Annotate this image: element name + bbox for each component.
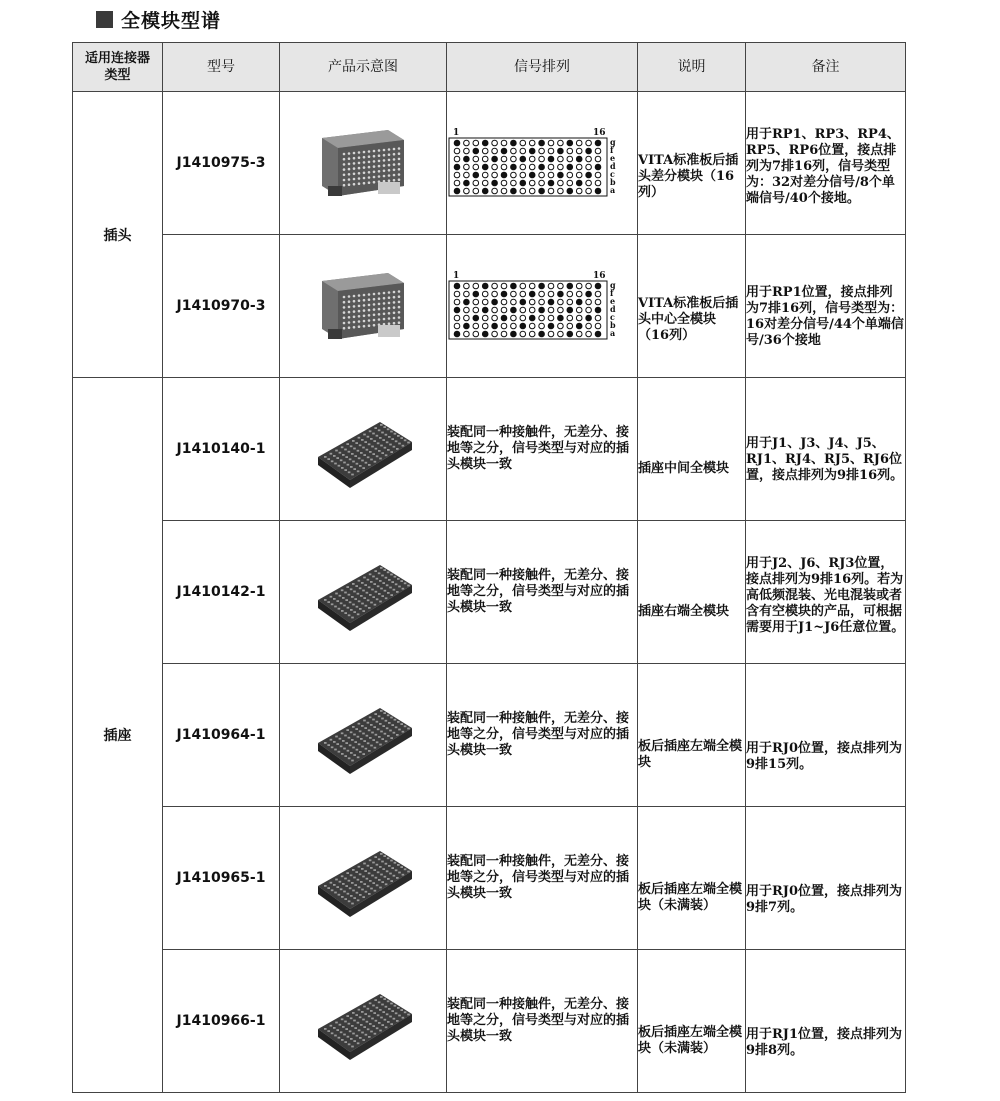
header-signal: 信号排列 — [447, 43, 638, 92]
description-text: 板后插座左端全模块 — [638, 739, 743, 770]
note-cell — [746, 807, 906, 950]
model-cell — [163, 521, 280, 664]
description-cell — [638, 378, 746, 521]
signal-description: 装配同一种接触件，无差分、接地等之分，信号类型与对应的插头模块一致 — [447, 854, 630, 901]
pinout-row-label: f — [610, 288, 614, 298]
note-cell — [746, 521, 906, 664]
model-number: J1410965-1 — [176, 870, 266, 886]
connector-type-label: 插座 — [103, 728, 132, 744]
description-text: VITA标准板后插头中心全模块（16列） — [638, 296, 739, 343]
pinout-row-label: b — [610, 320, 616, 330]
signal-cell — [447, 664, 638, 807]
plug-connector-icon — [308, 116, 418, 211]
note-text: 用于RP1、RP3、RP4、RP5、RP6位置，接点排列为7排16列，信号类型为：32对差分信号/8个单端信号/40个接地。 — [746, 127, 900, 206]
note-cell — [746, 235, 906, 378]
note-cell — [746, 950, 906, 1093]
table-row — [73, 950, 906, 1093]
pinout-col-start-label: 1 — [453, 271, 460, 281]
pinout-row-label: a — [610, 185, 616, 195]
pinout-row-label: c — [610, 169, 615, 179]
description-cell — [638, 950, 746, 1093]
pinout-row-label: c — [610, 312, 615, 322]
header-desc: 说明 — [638, 43, 746, 92]
signal-pinout-diagram — [447, 269, 623, 343]
description-text: 插座中间全模块 — [638, 461, 730, 476]
pinout-row-label: e — [610, 296, 616, 306]
socket-module-icon — [308, 831, 418, 926]
header-note: 备注 — [746, 43, 906, 92]
pinout-col-end-label: 16 — [593, 128, 606, 138]
model-number: J1410966-1 — [176, 1013, 266, 1029]
pinout-col-start-label: 1 — [453, 128, 460, 138]
model-cell — [163, 92, 280, 235]
note-cell — [746, 378, 906, 521]
note-cell — [746, 92, 906, 235]
signal-cell — [447, 378, 638, 521]
module-catalog-table — [72, 42, 906, 1093]
model-cell — [163, 950, 280, 1093]
model-cell — [163, 664, 280, 807]
table-row — [73, 92, 906, 235]
header-model: 型号 — [163, 43, 280, 92]
signal-cell — [447, 235, 638, 378]
signal-cell — [447, 950, 638, 1093]
model-cell — [163, 807, 280, 950]
description-cell — [638, 235, 746, 378]
table-row — [73, 807, 906, 950]
model-number: J1410970-3 — [176, 298, 266, 314]
socket-module-icon — [308, 402, 418, 497]
note-text: 用于J2、J6、RJ3位置，接点排列为9排16列。若为高低频混装、光电混装或者含有空模块的产品，可根据需要用于J1~J6任意位置。 — [746, 556, 905, 635]
table-row — [73, 664, 906, 807]
note-text: 用于RP1位置，接点排列为7排16列，信号类型为：16对差分信号/44个单端信号/36个接地 — [746, 285, 904, 348]
pinout-row-label: a — [610, 328, 616, 338]
product-image-cell — [280, 235, 447, 378]
pinout-row-label: f — [610, 145, 614, 155]
section-title: 全模块型谱 — [121, 9, 222, 32]
signal-description: 装配同一种接触件，无差分、接地等之分，信号类型与对应的插头模块一致 — [447, 997, 630, 1044]
note-text: 用于RJ1位置，接点排列为9排8列。 — [746, 1027, 903, 1058]
description-text: 插座右端全模块 — [638, 604, 730, 619]
product-image-cell — [280, 807, 447, 950]
model-number: J1410142-1 — [176, 584, 266, 600]
signal-cell — [447, 521, 638, 664]
description-cell — [638, 664, 746, 807]
description-text: 板后插座左端全模块（未满装） — [638, 1025, 743, 1056]
pinout-row-label: g — [610, 137, 616, 147]
note-text: 用于J1、J3、J4、J5、RJ1、RJ4、RJ5、RJ6位置，接点排列为9排16列。 — [746, 436, 904, 483]
model-cell — [163, 378, 280, 521]
pinout-row-label: d — [610, 304, 616, 314]
note-text: 用于RJ0位置，接点排列为9排15列。 — [746, 741, 903, 772]
header-image: 产品示意图 — [280, 43, 447, 92]
product-image-cell — [280, 950, 447, 1093]
description-cell — [638, 521, 746, 664]
connector-type-label: 插头 — [103, 227, 132, 244]
description-text: VITA标准板后插头差分模块（16列） — [638, 153, 739, 200]
description-cell — [638, 92, 746, 235]
socket-module-icon — [308, 974, 418, 1069]
header-type: 适用连接器类型 — [73, 43, 163, 92]
product-image-cell — [280, 664, 447, 807]
table-row — [73, 235, 906, 378]
table-row — [73, 521, 906, 664]
plug-connector-icon — [308, 259, 418, 354]
pinout-row-label: g — [610, 280, 616, 290]
product-image-cell — [280, 521, 447, 664]
pinout-row-label: d — [610, 161, 616, 171]
section-header — [96, 6, 221, 32]
model-cell — [163, 235, 280, 378]
note-text: 用于RJ0位置，接点排列为9排7列。 — [746, 884, 903, 915]
socket-module-icon — [308, 688, 418, 783]
pinout-row-label: b — [610, 177, 616, 187]
table-header-row — [73, 43, 906, 92]
pinout-row-label: e — [610, 153, 616, 163]
pinout-col-end-label: 16 — [593, 271, 606, 281]
model-number: J1410140-1 — [176, 441, 266, 457]
description-cell — [638, 807, 746, 950]
model-number: J1410975-3 — [176, 155, 266, 171]
connector-type-cell — [73, 378, 163, 1093]
signal-cell — [447, 807, 638, 950]
product-image-cell — [280, 92, 447, 235]
signal-description: 装配同一种接触件，无差分、接地等之分，信号类型与对应的插头模块一致 — [447, 711, 630, 758]
connector-type-cell — [73, 92, 163, 378]
signal-description: 装配同一种接触件，无差分、接地等之分，信号类型与对应的插头模块一致 — [447, 425, 630, 472]
description-text: 板后插座左端全模块（未满装） — [638, 882, 743, 913]
model-number: J1410964-1 — [176, 727, 266, 743]
square-bullet-icon — [96, 11, 113, 28]
note-cell — [746, 664, 906, 807]
product-image-cell — [280, 378, 447, 521]
socket-module-icon — [308, 545, 418, 640]
table-row — [73, 378, 906, 521]
signal-pinout-diagram — [447, 126, 623, 200]
signal-cell — [447, 92, 638, 235]
signal-description: 装配同一种接触件，无差分、接地等之分，信号类型与对应的插头模块一致 — [447, 568, 630, 615]
